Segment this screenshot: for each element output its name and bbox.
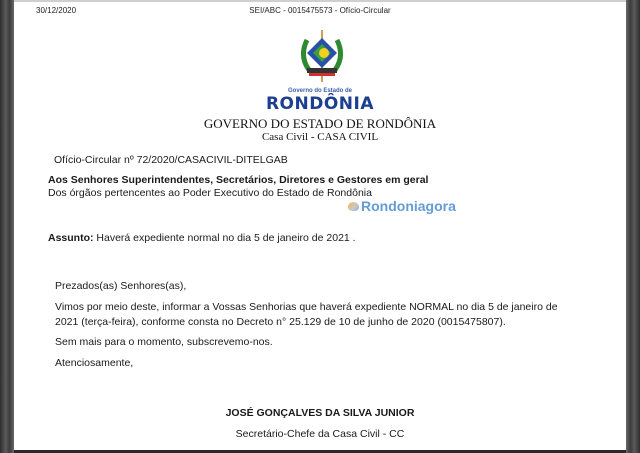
subject-label: Assunto: [48,232,94,244]
gov-small-label: Governo do Estado de [287,88,352,94]
print-date: 30/12/2020 [36,6,77,15]
watermark-text: Rondoniagora [361,198,456,214]
addressee-sub: Dos órgãos pertencentes ao Poder Executivo do Estado de Rondônia [48,187,372,199]
watermark [348,198,456,214]
document-page [14,0,626,450]
addressee: Aos Senhores Superintendentes, Secretários, Diretores e Gestores em geral [48,174,429,186]
greeting: Prezados(as) Senhores(as), [55,280,187,292]
closing-line-1: Sem mais para o momento, subscrevemo-nos. [55,336,273,348]
subject-line [48,232,356,244]
paragraph-line-2: 2021 (terça-feira), conforme consta no Decreto n° 25.129 de 10 de junho de 2020 (0015475807). [55,316,506,328]
right-frame-edge [626,0,640,453]
closing-line-2: Atenciosamente, [55,357,134,369]
signatory-name: JOSÉ GONÇALVES DA SILVA JUNIOR [225,407,415,419]
paragraph-line-1: Vimos por meio deste, informar a Vossas Senhorias que haverá expediente NORMAL no dia 5 de janeiro de [55,301,558,313]
left-frame-edge [0,0,14,453]
subject-text: Haverá expediente normal no dia 5 de janeiro de 2021 . [93,232,356,244]
government-title: GOVERNO DO ESTADO DE RONDÔNIA [203,116,437,131]
state-logo-text: RONDÔNIA [265,94,375,114]
print-reference: SEI/ABC - 0015475573 - Ofício-Circular [249,6,391,15]
rondonia-coat-of-arms-icon [297,28,347,84]
department-name: Casa Civil - CASA CIVIL [261,131,379,143]
watermark-logo-icon [348,202,359,211]
signatory-title: Secretário-Chefe da Casa Civil - CC [235,428,405,440]
document-number: Ofício-Circular nº 72/2020/CASACIVIL-DITELGAB [54,154,288,166]
